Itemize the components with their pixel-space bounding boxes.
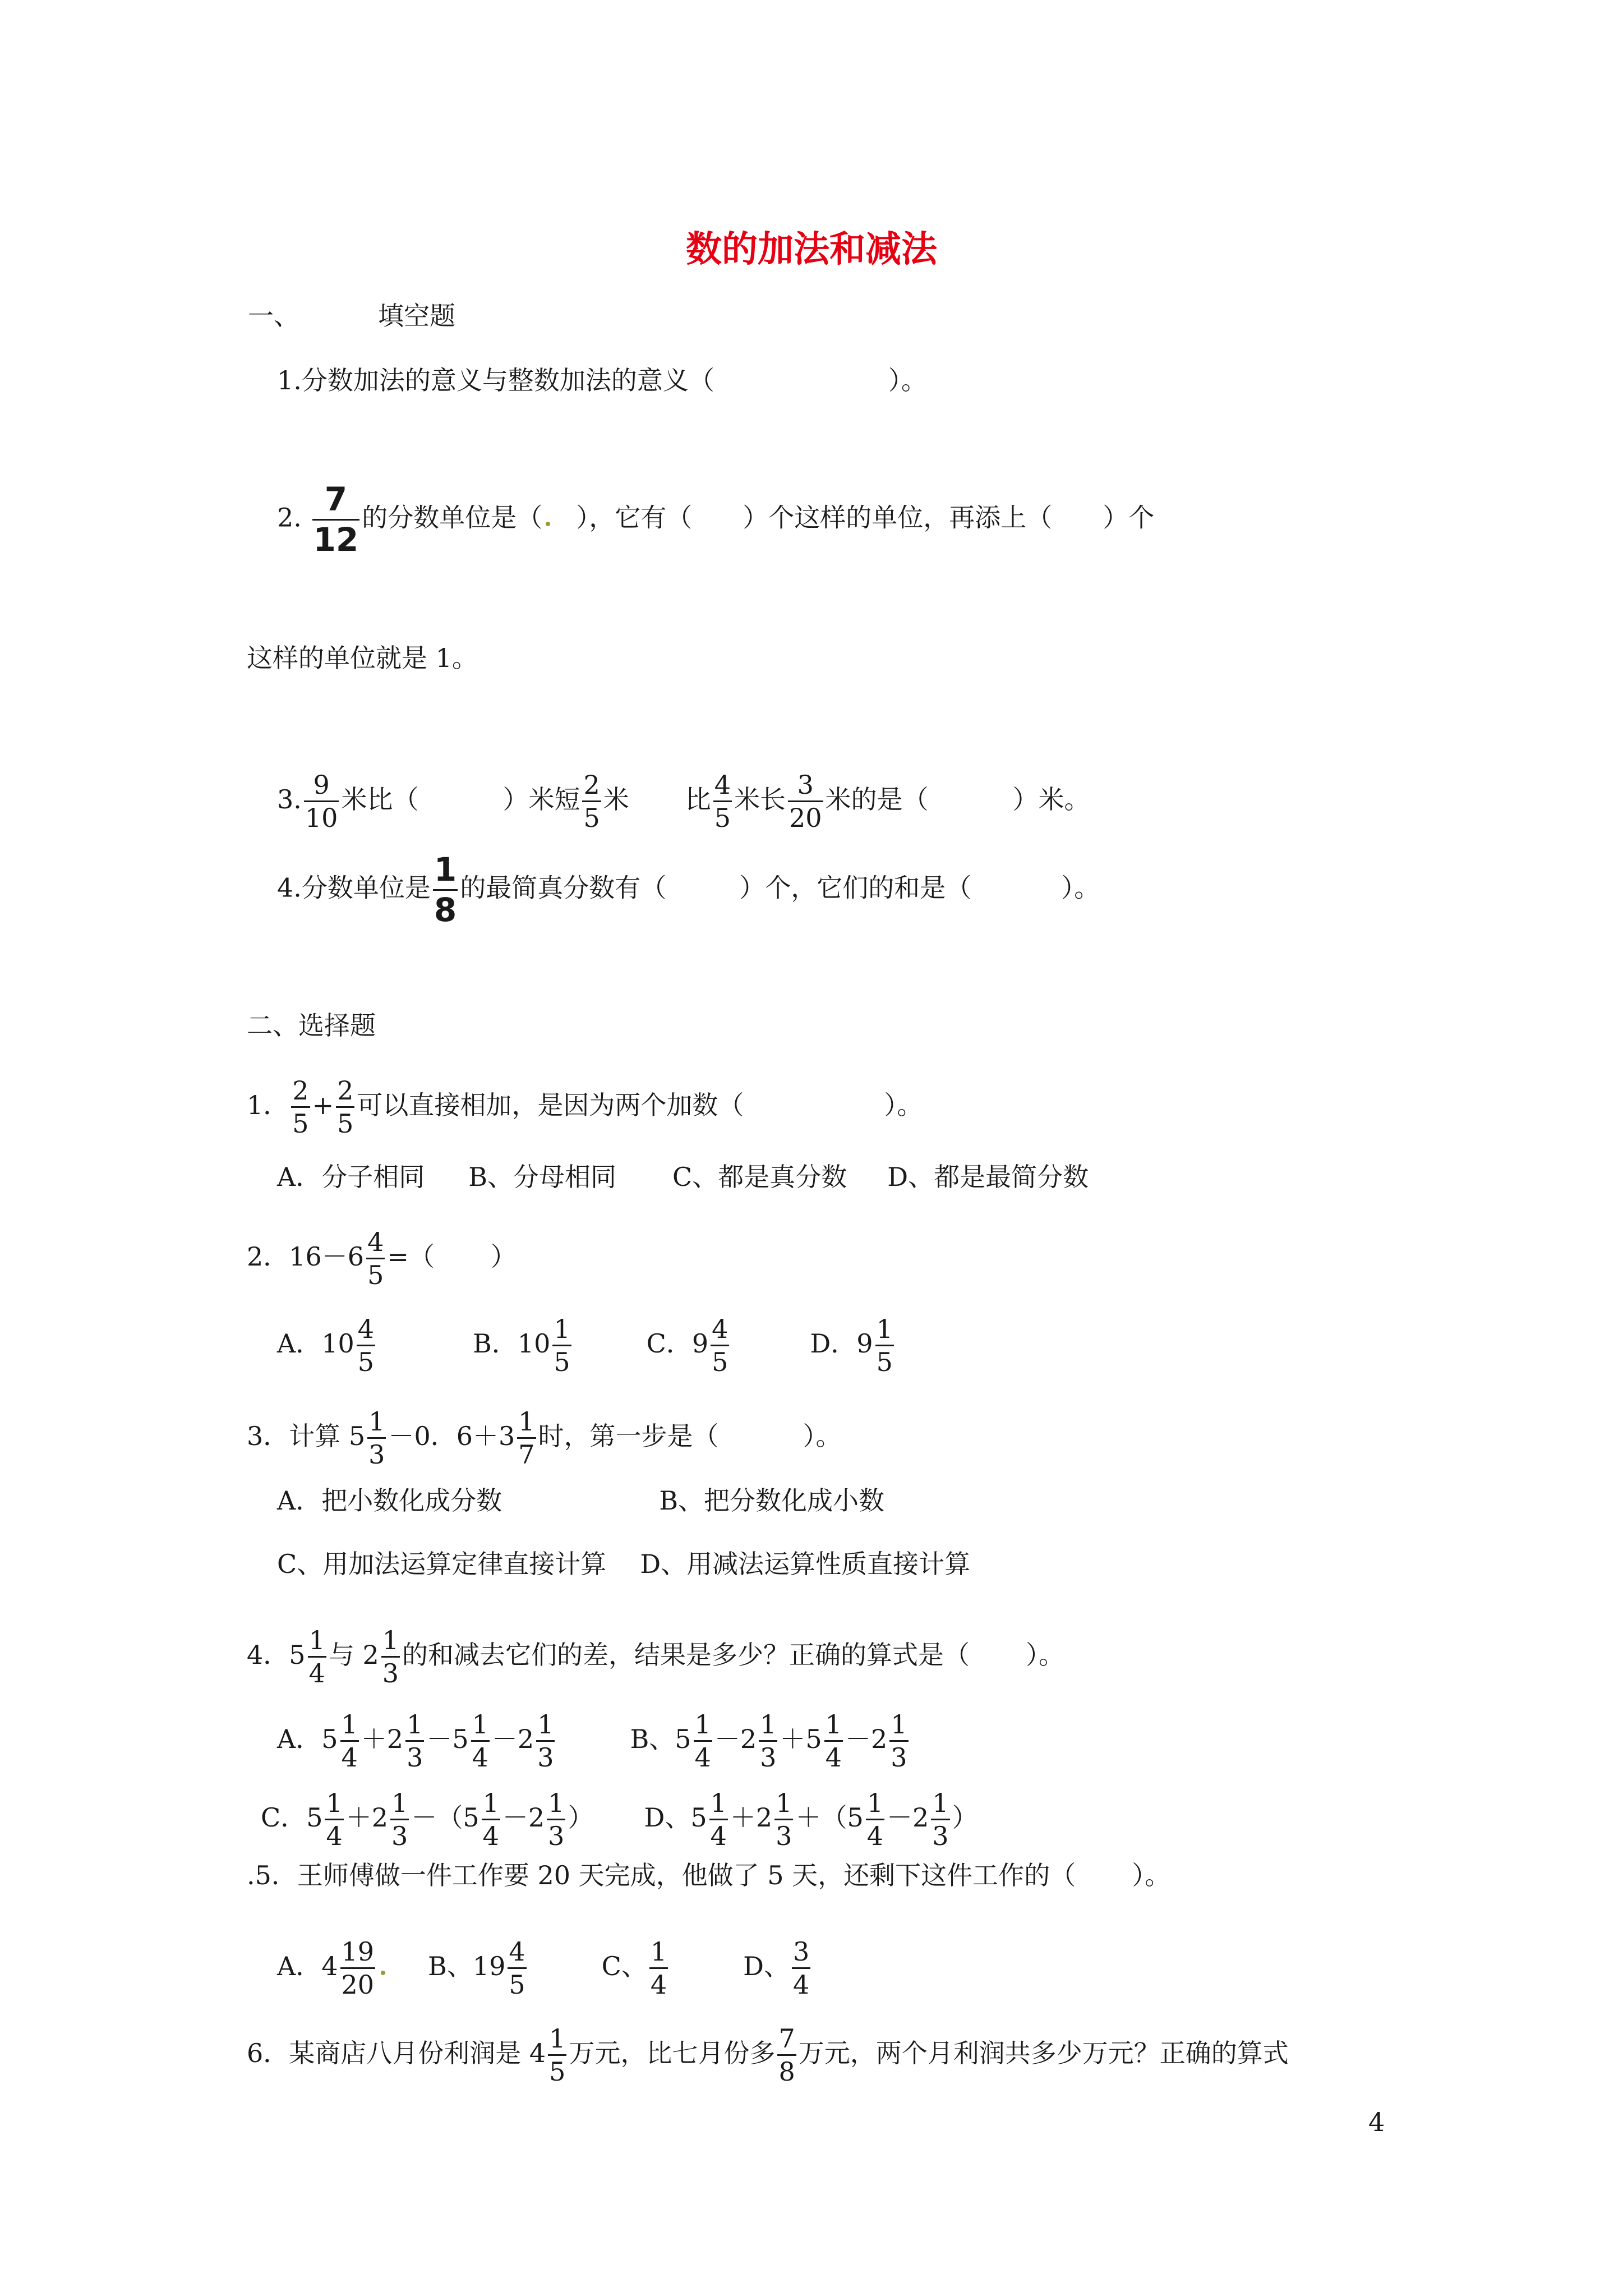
question-text: ）个，它们的和是（ (739, 872, 972, 903)
fraction: $\frac{3}{20}$ (789, 770, 822, 834)
question-text: ），它有（ (576, 502, 693, 533)
question-text: 分数单位是 (301, 872, 431, 903)
section-1-label: 填空题 (378, 301, 455, 331)
choice-2-options (277, 1315, 896, 1376)
option-b[interactable]: B、把分数化成小数 (659, 1485, 885, 1516)
option-b[interactable]: B、19 $\frac{4}{5}$ (428, 1936, 525, 2000)
option-a[interactable]: A．5 $\frac{1}{4}$ ＋2 $\frac{1}{3}$ －5 $\frac{1}{4}$ －2 $\frac{1}{3}$ (277, 1709, 554, 1773)
question-number: 1. (277, 365, 302, 395)
question-text: ）。 (1061, 872, 1100, 903)
option-c[interactable]: C．5 $\frac{1}{4}$ ＋2 $\frac{1}{3}$ －（5 $\frac{1}{4}$ －2 $\frac{1}{3}$ ） (261, 1788, 594, 1852)
option-d[interactable]: D、用减法运算性质直接计算 (640, 1549, 971, 1579)
choice-4-options-row1 (277, 1711, 911, 1772)
fraction: $\frac{2}{5}$ (337, 1075, 354, 1139)
option-c[interactable]: C、 $\frac{1}{4}$ (601, 1936, 667, 2000)
question-number: 3．计算 5 (247, 1420, 366, 1451)
fraction: $\frac{9}{10}$ (305, 770, 338, 834)
option-c[interactable]: C．9 $\frac{4}{5}$ (646, 1314, 728, 1378)
fill-question-2 (277, 482, 1154, 557)
option-a[interactable]: A．把小数化成分数 (277, 1485, 502, 1516)
question-text: 比 (685, 784, 711, 815)
section-1-number: 一、 (248, 301, 299, 331)
choice-3-options-row1 (277, 1485, 885, 1516)
question-number: 1． (247, 1089, 289, 1120)
question-number: 2. (277, 502, 302, 533)
option-a[interactable]: A．分子相同 (277, 1162, 425, 1192)
question-text: 米 (603, 784, 629, 815)
option-c[interactable]: C、都是真分数 (672, 1162, 847, 1192)
page-number: 4 (1368, 2107, 1385, 2137)
option-d[interactable]: D、都是最简分数 (887, 1162, 1089, 1192)
choice-4-options-row2 (261, 1789, 978, 1850)
choice-question-6: 6．某商店八月份利润是 4 $\frac{1}{5}$ 万元，比七月份多 $\frac{7}{8}$ 万元，两个月利润共多少万元？正确的算式 (247, 2023, 1289, 2087)
section-1-header (248, 303, 455, 329)
question-text: 分数加法的意义与整数加法的意义（ (301, 365, 714, 395)
choice-3-options-row2 (277, 1551, 970, 1577)
question-text: ）个这样的单位，再添上（ (743, 502, 1053, 533)
option-b[interactable]: B、5 $\frac{1}{4}$ －2 $\frac{1}{3}$ ＋5 $\frac{1}{4}$ －2 $\frac{1}{3}$ (630, 1709, 907, 1773)
fraction: $\frac{4}{5}$ (367, 1227, 384, 1291)
question-text: 的最简真分数有（ (460, 872, 667, 903)
option-a[interactable]: A．10 $\frac{4}{5}$ (277, 1314, 375, 1378)
fraction: $\frac{2}{5}$ (292, 1075, 309, 1139)
fill-question-1 (277, 367, 927, 393)
question-text: 米长 (734, 784, 786, 815)
question-text: ）米。 (1012, 784, 1090, 815)
question-text: .5．王师傅做一件工作要 20 天完成，他做了 5 天，还剩下这件工作的（ (247, 1860, 1076, 1890)
option-b[interactable]: B、分母相同 (468, 1162, 617, 1192)
question-text: ）个 (1103, 502, 1155, 533)
fraction: $\frac{1}{8}$ (434, 850, 457, 929)
choice-question-4: 4．5 $\frac{1}{4}$ 与 2 $\frac{1}{3}$ 的和减去它们的差，结果是多少？正确的算式是（ ）。 (247, 1625, 1064, 1689)
question-number: 4．5 (247, 1639, 306, 1670)
question-text: ）米短 (502, 784, 580, 815)
question-text: 的分数单位是（ (362, 502, 543, 533)
question-text: 可以直接相加，是因为两个加数（ (357, 1089, 744, 1120)
choice-question-3: 3．计算 5 $\frac{1}{3}$ －0．6＋3 $\frac{1}{7}$ 时，第一步是（ ）。 (247, 1406, 842, 1470)
fill-question-4 (277, 850, 1100, 929)
fraction: $\frac{7}{12}$ (313, 480, 359, 559)
choice-question-5: .5．王师傅做一件工作要 20 天完成，他做了 5 天，还剩下这件工作的（ ）。 (247, 1860, 1171, 1890)
option-d[interactable]: D、 $\frac{3}{4}$ (743, 1936, 810, 2000)
choice-1-options (277, 1164, 1089, 1190)
question-number: 4. (277, 872, 302, 903)
option-b[interactable]: B．10 $\frac{1}{5}$ (473, 1314, 570, 1378)
question-number: 3. (277, 784, 302, 815)
choice-question-1: 1． $\frac{2}{5}$ + $\frac{2}{5}$ 可以直接相加，是因为两个加数（ ）。 (247, 1075, 923, 1139)
option-a[interactable]: A．4 $\frac{19}{20}$ (277, 1951, 389, 1981)
question-text: 米的是（ (825, 784, 929, 815)
fraction: $\frac{2}{5}$ (583, 770, 600, 834)
option-c[interactable]: C、用加法运算定律直接计算 (277, 1549, 607, 1579)
fraction: $\frac{4}{5}$ (714, 770, 731, 834)
choice-5-options (277, 1938, 813, 1999)
section-2-header: 二、选择题 (247, 1010, 376, 1041)
question-text: 米比（ (341, 784, 419, 815)
fill-question-3 (277, 771, 1090, 832)
page-title: 数的加法和减法 (686, 228, 937, 270)
option-d[interactable]: D．9 $\frac{1}{5}$ (810, 1314, 893, 1378)
question-text-end: ）。 (888, 365, 927, 395)
option-d[interactable]: D、5 $\frac{1}{4}$ ＋2 $\frac{1}{3}$ ＋（5 $\frac{1}{4}$ －2 $\frac{1}{3}$ ） (644, 1788, 978, 1852)
choice-question-2: 2．16－6 $\frac{4}{5}$ =（ ） (247, 1227, 517, 1291)
fill-question-2-continued: 这样的单位就是 1。 (247, 643, 478, 673)
question-number: 2．16－6 (247, 1241, 365, 1272)
